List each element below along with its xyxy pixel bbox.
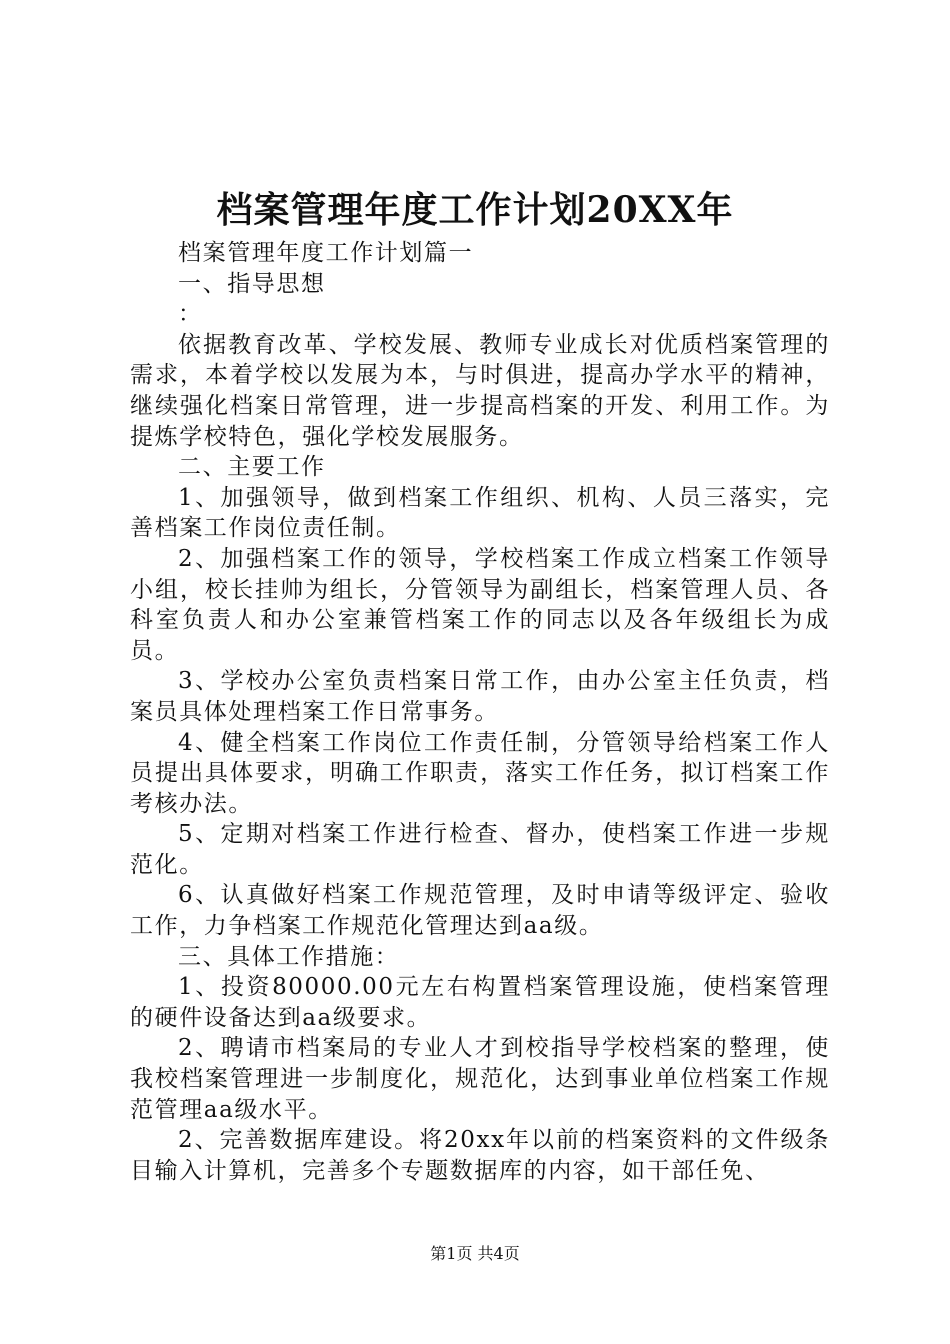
paragraph-measure-3: 2、完善数据库建设。将20xx年以前的档案资料的文件级条目输入计算机，完善多个专题数据库的内容，如干部任免、 — [130, 1127, 830, 1184]
paragraph-guiding-ideology-heading: 一、指导思想 — [178, 270, 326, 297]
paragraph-measure-2: 2、聘请市档案局的专业人才到校指导学校档案的整理，使我校档案管理进一步制度化，规范化，达到事业单位档案工作规范管理aa级水平。 — [130, 1035, 830, 1123]
document-title: 档案管理年度工作计划20XX年 — [216, 189, 734, 231]
paragraph-main-work-5: 5、定期对档案工作进行检查、督办，使档案工作进一步规范化。 — [130, 821, 830, 878]
paragraph-measures-heading: 三、具体工作措施： — [178, 943, 400, 970]
paragraph-measure-1: 1、投资80000.00元左右构置档案管理设施，使档案管理的硬件设备达到aa级要求。 — [130, 974, 830, 1031]
paragraph-main-work-4: 4、健全档案工作岗位工作责任制，分管领导给档案工作人员提出具体要求，明确工作职责，落实工作任务，拟订档案工作考核办法。 — [130, 729, 830, 817]
paragraph-main-work-2: 2、加强档案工作的领导，学校档案工作成立档案工作领导小组，校长挂帅为组长，分管领导为副组长，档案管理人员、各科室负责人和办公室兼管档案工作的同志以及各年级组长为成员。 — [130, 545, 830, 664]
paragraph-main-work-heading: 二、主要工作 — [178, 454, 326, 481]
page-footer: 第1页 共4页 — [430, 1244, 520, 1263]
paragraph-colon: ： — [178, 301, 203, 328]
paragraph-guiding-ideology: 依据教育改革、学校发展、教师专业成长对优质档案管理的需求，本着学校以发展为本，与时俱进，提高办学水平的精神，继续强化档案日常管理，进一步提高档案的开发、利用工作。为提炼学校特色，强化学校发展服务。 — [130, 331, 830, 450]
paragraph-section-heading: 档案管理年度工作计划篇一 — [178, 240, 474, 266]
paragraph-main-work-3: 3、学校办公室负责档案日常工作，由办公室主任负责，档案员具体处理档案工作日常事务。 — [130, 668, 830, 725]
document-body — [130, 238, 830, 1186]
paragraph-main-work-6: 6、认真做好档案工作规范管理，及时申请等级评定、验收工作，力争档案工作规范化管理达到aa级。 — [130, 882, 830, 940]
paragraph-main-work-1: 1、加强领导，做到档案工作组织、机构、人员三落实，完善档案工作岗位责任制。 — [130, 484, 830, 542]
